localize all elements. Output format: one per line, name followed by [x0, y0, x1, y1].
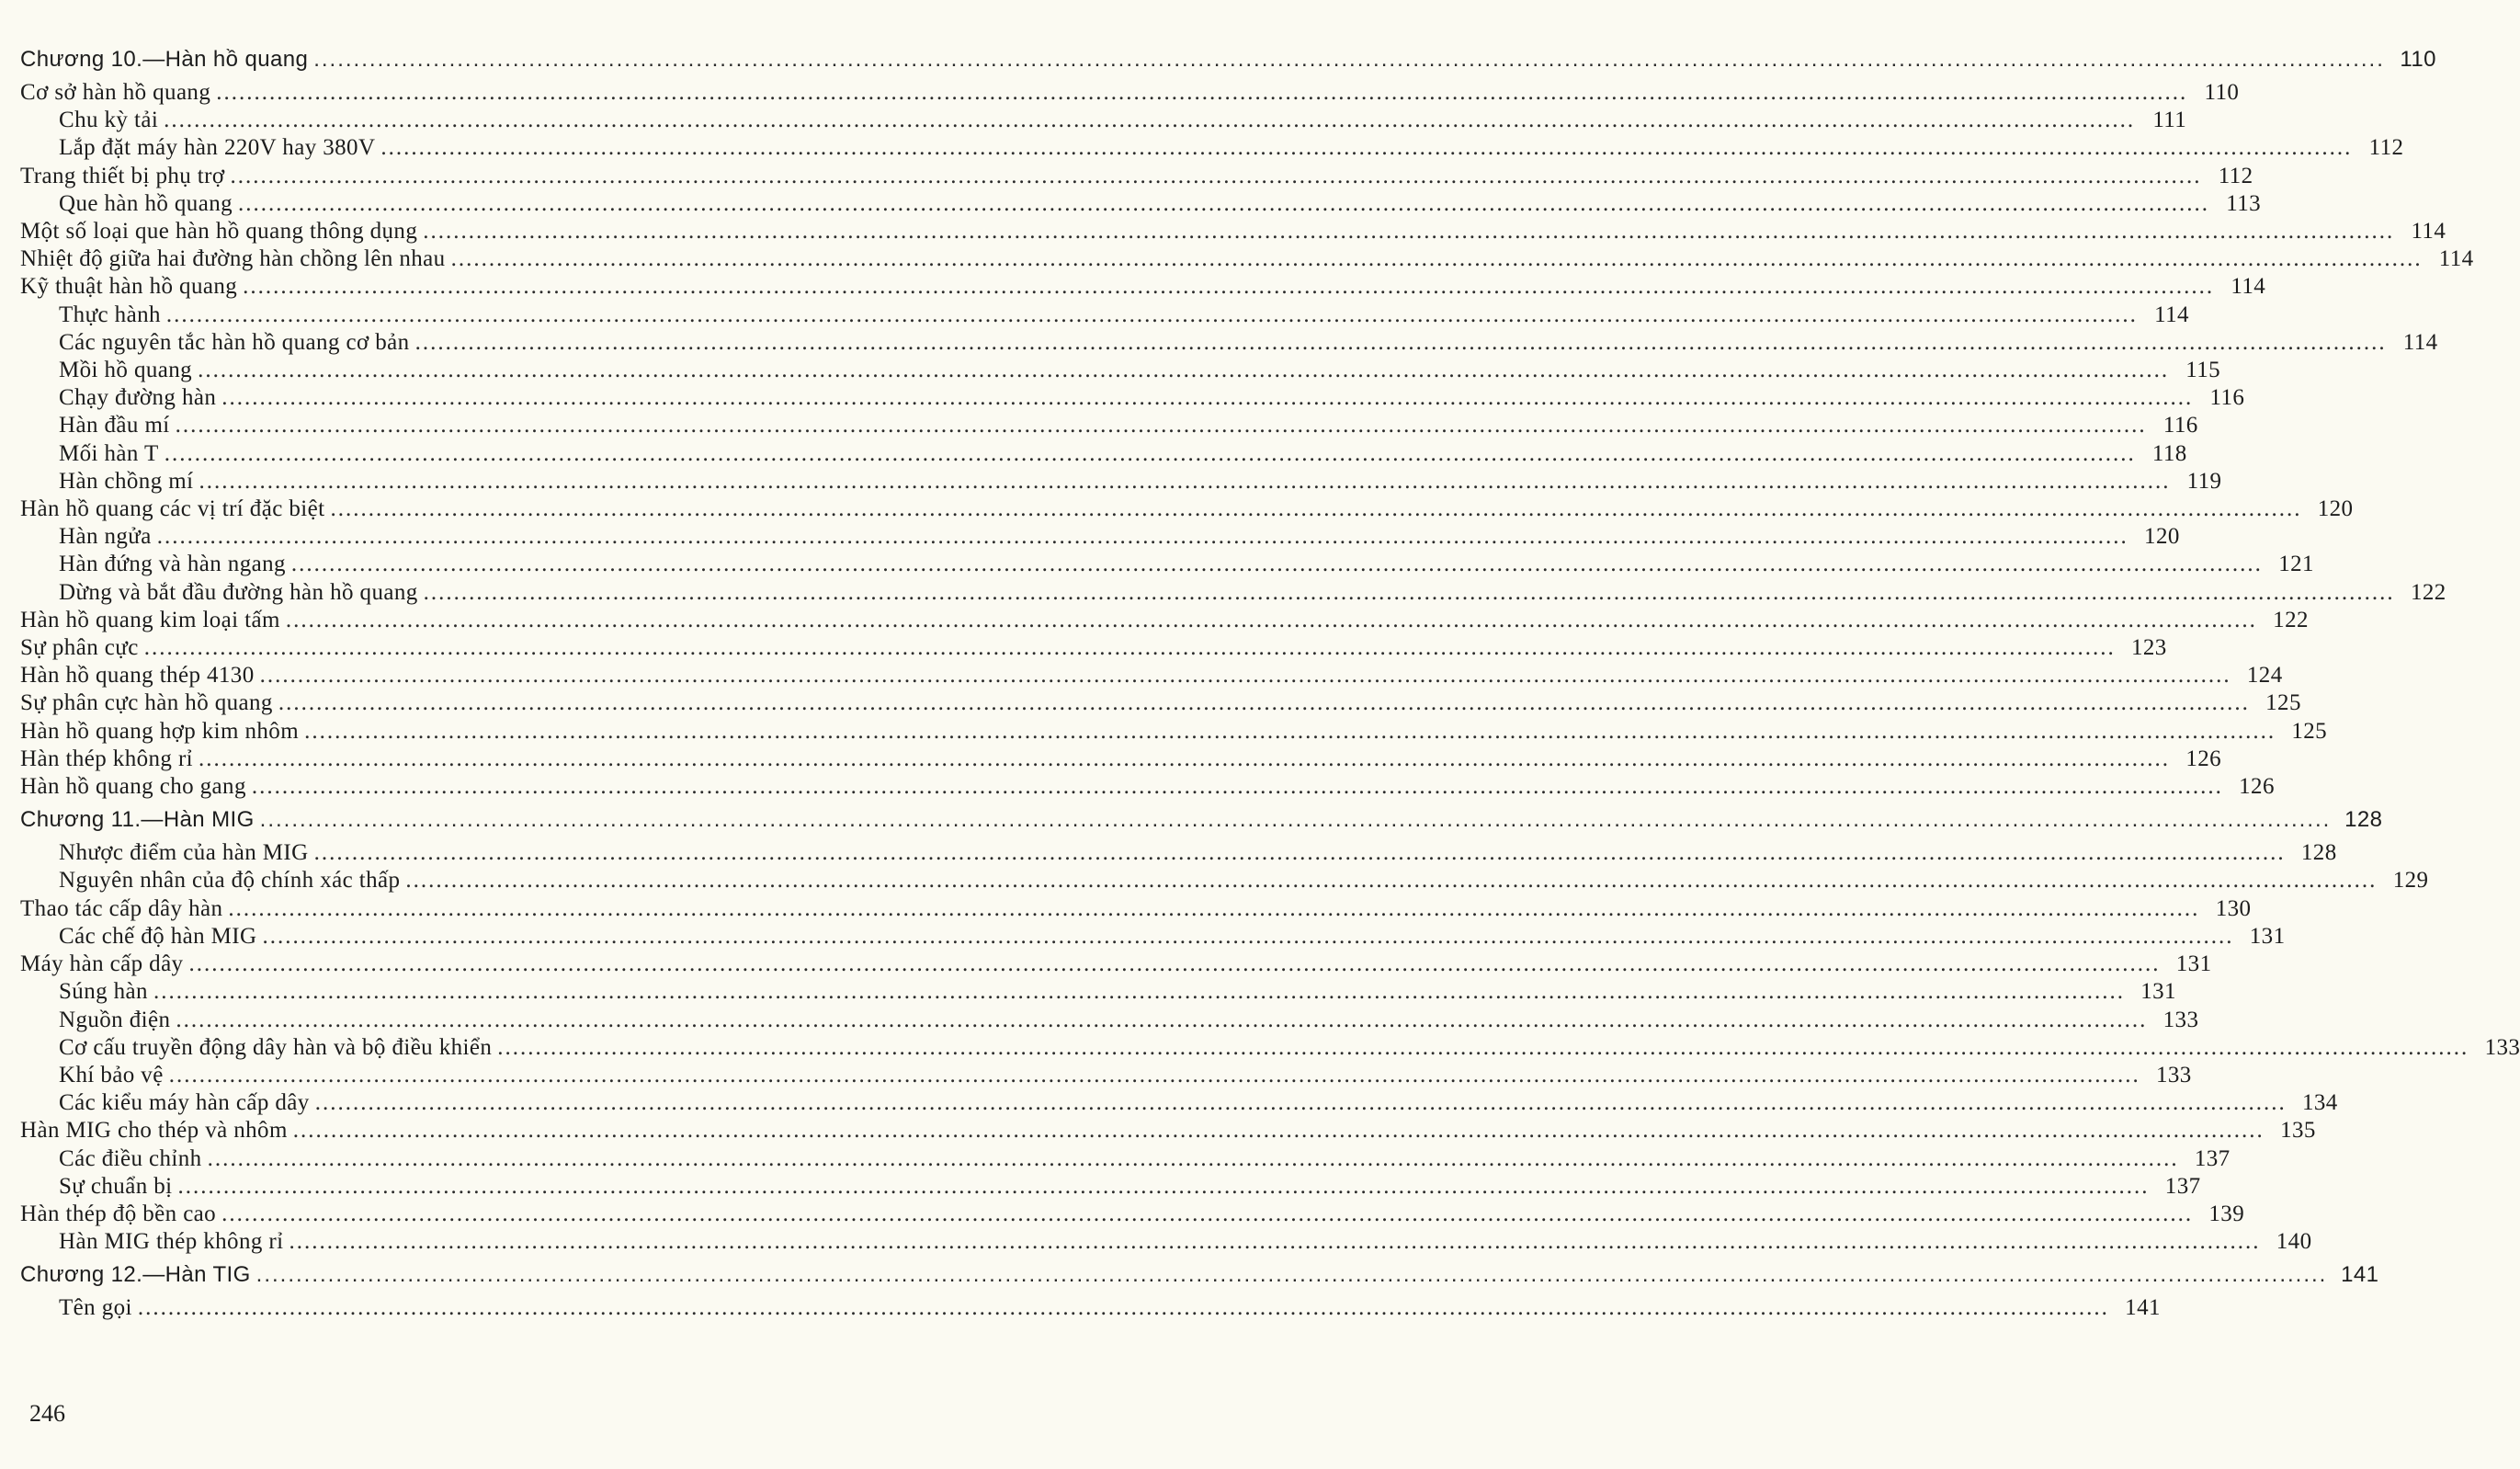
toc-entry-page: 111	[2152, 108, 2187, 133]
toc-entry-page: 126	[2239, 774, 2275, 800]
toc-entry	[20, 163, 2253, 190]
dot-leader: ....................................................................................................................................................................................................................................................................	[314, 1090, 2287, 1116]
toc-entry	[20, 302, 2189, 329]
toc-entry-page: 121	[2278, 552, 2314, 577]
toc-entry-title: Nhiệt độ giữa hai đường hàn chồng lên nhau	[20, 246, 446, 272]
toc-entry	[20, 1145, 2231, 1173]
dot-leader: ....................................................................................................................................................................................................................................................................	[313, 840, 2286, 866]
dot-leader: ....................................................................................................................................................................................................................................................................	[405, 868, 2378, 894]
toc-entry-page: 110	[2400, 47, 2436, 72]
dot-leader: ....................................................................................................................................................................................................................................................................	[221, 385, 2194, 411]
toc-entry-title: Lắp đặt máy hàn 220V hay 380V	[59, 135, 376, 161]
dot-leader: ....................................................................................................................................................................................................................................................................	[251, 774, 2223, 800]
toc-entry-page: 131	[2249, 923, 2286, 949]
toc-entry-title: Hàn hồ quang kim loại tấm	[20, 607, 280, 632]
toc-entry-page: 130	[2215, 895, 2252, 921]
dot-leader: ....................................................................................................................................................................................................................................................................	[262, 923, 2234, 949]
toc-entry-page: 115	[2185, 358, 2221, 383]
toc-entry-page: 141	[2341, 1262, 2379, 1288]
toc-entry	[20, 607, 2309, 634]
toc-entry-title: Hàn hồ quang cho gang	[20, 774, 246, 800]
toc-entry	[20, 79, 2240, 107]
toc-entry-title: Mối hàn T	[59, 440, 159, 466]
toc-entry-page: 128	[2300, 840, 2337, 866]
toc-entry	[20, 412, 2198, 439]
toc-entry	[20, 190, 2261, 218]
toc-entry-page: 119	[2186, 468, 2222, 494]
toc-entry-title: Thao tác cấp dây hàn	[20, 895, 223, 921]
toc-entry-title: Các kiểu máy hàn cấp dây	[59, 1090, 310, 1116]
dot-leader: ....................................................................................................................................................................................................................................................................	[164, 440, 2136, 466]
toc-entry-page: 120	[2144, 524, 2180, 550]
toc-entry-title: Hàn đầu mí	[59, 413, 170, 438]
toc-entry-title: Hàn thép không rỉ	[20, 746, 194, 771]
dot-leader: ....................................................................................................................................................................................................................................................................	[423, 579, 2395, 605]
toc-entry-page: 124	[2246, 663, 2283, 689]
toc-entry-title: Máy hàn cấp dây	[20, 951, 184, 977]
dot-leader: ....................................................................................................................................................................................................................................................................	[143, 635, 2116, 661]
toc-entry-title: Sự chuẩn bị	[59, 1173, 173, 1199]
toc-entry-page: 118	[2151, 440, 2187, 466]
toc-entry	[20, 923, 2286, 951]
toc-entry-page: 131	[2175, 951, 2212, 977]
toc-entry-title: Kỹ thuật hàn hồ quang	[20, 274, 238, 300]
dot-leader: ....................................................................................................................................................................................................................................................................	[243, 274, 2215, 300]
toc-entry	[20, 773, 2275, 801]
toc-entry-title: Cơ cấu truyền động dây hàn và bộ điều khiển	[59, 1034, 493, 1060]
dot-leader: ....................................................................................................................................................................................................................................................................	[330, 496, 2302, 522]
toc-entry	[20, 718, 2328, 746]
toc-entry	[20, 107, 2187, 134]
toc-entry	[20, 839, 2337, 867]
dot-leader: ....................................................................................................................................................................................................................................................................	[292, 1118, 2265, 1144]
toc-entry-page: 139	[2208, 1201, 2245, 1226]
toc-entry-page: 128	[2344, 807, 2383, 833]
toc-entry-title: Hàn MIG thép không rỉ	[59, 1229, 284, 1255]
toc-entry-page: 131	[2140, 979, 2176, 1005]
toc-entry	[20, 384, 2245, 412]
toc-entry-page: 112	[2368, 135, 2404, 161]
toc-entry	[20, 468, 2222, 495]
toc-entry-page: 137	[2194, 1145, 2231, 1171]
dot-leader: ....................................................................................................................................................................................................................................................................	[199, 468, 2171, 494]
toc-entry-page: 112	[2218, 163, 2253, 188]
toc-chapter-entry	[20, 44, 2436, 75]
toc-entry-title: Các nguyên tắc hàn hồ quang cơ bản	[59, 329, 410, 355]
toc-entry-page: 141	[2125, 1295, 2161, 1321]
dot-leader: ....................................................................................................................................................................................................................................................................	[304, 718, 2276, 744]
toc-entry	[20, 1228, 2312, 1256]
toc-entry	[20, 1034, 2520, 1062]
dot-leader: ....................................................................................................................................................................................................................................................................	[156, 524, 2128, 550]
dot-leader: ....................................................................................................................................................................................................................................................................	[238, 190, 2209, 216]
toc-entry	[20, 1062, 2192, 1089]
toc-entry-page: 114	[2402, 329, 2438, 355]
toc-entry-title: Sự phân cực hàn hồ quang	[20, 690, 273, 716]
dot-leader: ....................................................................................................................................................................................................................................................................	[137, 1295, 2109, 1321]
toc-entry	[20, 329, 2438, 357]
dot-leader: ....................................................................................................................................................................................................................................................................	[497, 1034, 2469, 1060]
dot-leader: ....................................................................................................................................................................................................................................................................	[168, 1062, 2140, 1088]
toc-entry	[20, 134, 2404, 162]
toc-entry-page: 133	[2162, 1007, 2199, 1032]
toc-entry-title: Hàn đứng và hàn ngang	[59, 552, 286, 577]
toc-entry-page: 122	[2410, 579, 2446, 605]
dot-leader: ....................................................................................................................................................................................................................................................................	[153, 979, 2125, 1005]
toc-entry-title: Khí bảo vệ	[59, 1062, 164, 1088]
toc-entry-title: Các chế độ hàn MIG	[59, 923, 257, 949]
dot-leader: ....................................................................................................................................................................................................................................................................	[176, 1007, 2148, 1032]
page-number: 246	[29, 1400, 65, 1427]
toc-entry	[20, 551, 2314, 578]
toc-entry	[20, 1117, 2316, 1144]
toc-entry-page: 116	[2162, 413, 2198, 438]
toc-entry	[20, 895, 2252, 923]
toc-entry-title: Chạy đường hàn	[59, 385, 217, 411]
toc-entry-page: 116	[2209, 385, 2245, 411]
toc-entry-page: 133	[2484, 1034, 2520, 1060]
toc-entry-title: Các điều chỉnh	[59, 1145, 202, 1171]
toc-entry	[20, 1007, 2199, 1034]
dot-leader: ....................................................................................................................................................................................................................................................................	[216, 80, 2188, 105]
dot-leader: ....................................................................................................................................................................................................................................................................	[188, 951, 2161, 977]
dot-leader: ....................................................................................................................................................................................................................................................................	[175, 413, 2147, 438]
toc-entry-title: Súng hàn	[59, 979, 148, 1005]
toc-entry-title: Hàn hồ quang các vị trí đặc biệt	[20, 496, 325, 522]
toc-entry-page: 129	[2392, 868, 2429, 894]
dot-leader: ....................................................................................................................................................................................................................................................................	[198, 358, 2170, 383]
toc-entry-page: 133	[2156, 1062, 2192, 1088]
toc-entry	[20, 579, 2446, 607]
toc-entry	[20, 245, 2474, 273]
toc-entry-title: Một số loại que hàn hồ quang thông dụng	[20, 219, 418, 245]
toc-entry	[20, 440, 2187, 468]
dot-leader: ....................................................................................................................................................................................................................................................................	[164, 108, 2136, 133]
toc-entry	[20, 523, 2180, 551]
toc-entry-page: 137	[2164, 1173, 2201, 1199]
toc-entry-page: 114	[2438, 246, 2474, 272]
toc-entry	[20, 662, 2283, 689]
toc-entry	[20, 273, 2266, 301]
toc-entry-page: 125	[2265, 690, 2301, 716]
toc-entry-title: Hàn hồ quang hợp kim nhôm	[20, 718, 300, 744]
toc-entry-page: 123	[2131, 635, 2167, 661]
toc-entry-title: Chương 12.—Hàn TIG	[20, 1262, 251, 1288]
dot-leader: ....................................................................................................................................................................................................................................................................	[450, 246, 2423, 272]
dot-leader: ....................................................................................................................................................................................................................................................................	[289, 1229, 2261, 1255]
toc-entry	[20, 951, 2212, 978]
toc-entry-title: Tên gọi	[59, 1295, 132, 1321]
toc-entry-page: 120	[2317, 496, 2354, 522]
dot-leader: ....................................................................................................................................................................................................................................................................	[221, 1201, 2194, 1226]
toc-entry-title: Sự phân cực	[20, 635, 139, 661]
toc-entry-page: 114	[2231, 274, 2266, 300]
table-of-contents	[20, 40, 2520, 1323]
toc-entry-title: Hàn thép độ bền cao	[20, 1201, 217, 1226]
dot-leader: ....................................................................................................................................................................................................................................................................	[207, 1145, 2179, 1171]
dot-leader: ....................................................................................................................................................................................................................................................................	[177, 1173, 2150, 1199]
toc-entry-page: 122	[2273, 607, 2309, 632]
toc-entry	[20, 689, 2301, 717]
toc-entry-title: Chương 11.—Hàn MIG	[20, 807, 255, 833]
toc-entry-title: Chương 10.—Hàn hồ quang	[20, 47, 309, 72]
toc-chapter-entry	[20, 804, 2383, 836]
toc-entry-page: 114	[2154, 302, 2189, 327]
toc-entry-title: Nguyên nhân của độ chính xác thấp	[59, 868, 401, 894]
toc-entry	[20, 357, 2221, 384]
toc-entry	[20, 495, 2354, 523]
toc-entry-page: 126	[2185, 746, 2222, 771]
toc-entry	[20, 1201, 2245, 1228]
dot-leader: ....................................................................................................................................................................................................................................................................	[414, 329, 2387, 355]
toc-entry-title: Cơ sở hàn hồ quang	[20, 80, 211, 105]
toc-entry-page: 135	[2280, 1118, 2316, 1144]
dot-leader: ....................................................................................................................................................................................................................................................................	[259, 807, 2332, 833]
toc-entry-title: Trang thiết bị phụ trợ	[20, 163, 225, 188]
dot-leader: ....................................................................................................................................................................................................................................................................	[255, 1262, 2328, 1288]
dot-leader: ....................................................................................................................................................................................................................................................................	[423, 219, 2395, 245]
toc-entry-title: Nguồn điện	[59, 1007, 171, 1032]
toc-entry-page: 113	[2226, 190, 2261, 216]
toc-entry-page: 114	[2411, 219, 2446, 245]
dot-leader: ....................................................................................................................................................................................................................................................................	[228, 895, 2200, 921]
toc-entry	[20, 218, 2446, 245]
toc-entry-title: Hàn MIG cho thép và nhôm	[20, 1118, 288, 1144]
toc-entry-title: Que hàn hồ quang	[59, 190, 233, 216]
toc-entry-title: Hàn ngửa	[59, 524, 152, 550]
toc-entry	[20, 867, 2429, 894]
toc-entry	[20, 634, 2167, 662]
toc-entry-title: Nhược điểm của hàn MIG	[59, 840, 309, 866]
toc-entry-page: 110	[2204, 80, 2240, 105]
toc-entry-title: Mồi hồ quang	[59, 358, 193, 383]
dot-leader: ....................................................................................................................................................................................................................................................................	[165, 302, 2138, 327]
dot-leader: ....................................................................................................................................................................................................................................................................	[285, 607, 2257, 632]
toc-entry-page: 125	[2291, 718, 2328, 744]
toc-entry-title: Thực hành	[59, 302, 161, 327]
toc-entry	[20, 1294, 2161, 1322]
toc-entry-title: Hàn chồng mí	[59, 468, 194, 494]
dot-leader: ....................................................................................................................................................................................................................................................................	[380, 135, 2353, 161]
toc-entry-title: Dừng và bắt đầu đường hàn hồ quang	[59, 579, 418, 605]
toc-chapter-entry	[20, 1259, 2379, 1291]
toc-entry-page: 134	[2301, 1090, 2338, 1116]
dot-leader: ....................................................................................................................................................................................................................................................................	[230, 163, 2202, 188]
dot-leader: ....................................................................................................................................................................................................................................................................	[278, 690, 2250, 716]
dot-leader: ....................................................................................................................................................................................................................................................................	[199, 746, 2171, 771]
toc-entry	[20, 1173, 2201, 1201]
toc-entry	[20, 978, 2176, 1006]
dot-leader: ....................................................................................................................................................................................................................................................................	[313, 47, 2385, 72]
toc-entry-title: Hàn hồ quang thép 4130	[20, 663, 255, 689]
dot-leader: ....................................................................................................................................................................................................................................................................	[259, 663, 2231, 689]
toc-entry-title: Chu kỳ tải	[59, 108, 159, 133]
toc-entry	[20, 746, 2222, 773]
dot-leader: ....................................................................................................................................................................................................................................................................	[290, 552, 2263, 577]
toc-entry	[20, 1089, 2338, 1117]
toc-entry-page: 140	[2276, 1229, 2312, 1255]
